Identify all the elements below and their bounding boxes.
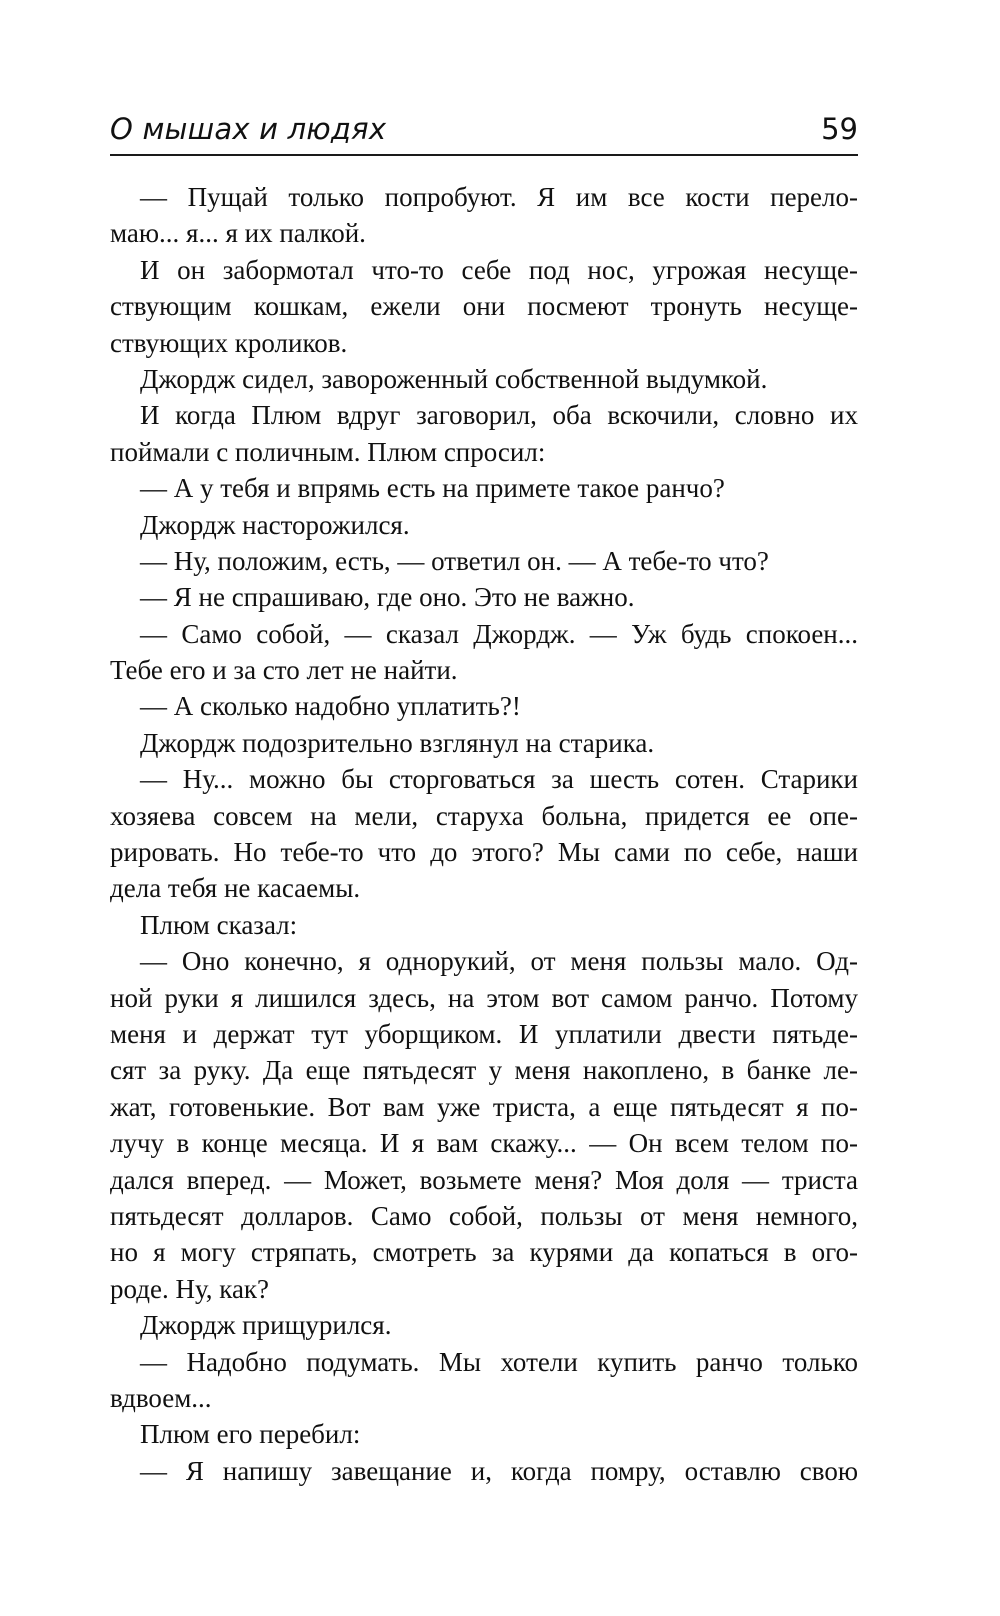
text-line: маю... я... я их палкой.: [110, 218, 366, 249]
text-line: — Само собой, — сказал Джордж. — Уж будь спокоен...: [140, 618, 858, 649]
text-line: ствующим кошкам, ежели они посмеют тронуть несуще-: [110, 291, 858, 322]
text-line: — Надобно подумать. Мы хотели купить ранчо только: [140, 1346, 858, 1377]
text-line: жат, готовенькие. Вот вам уже триста, а еще пятьдесят я по-: [110, 1091, 858, 1122]
text-line: — А сколько надобно уплатить?!: [140, 691, 521, 722]
text-line: лучу в конце месяца. И я вам скажу... — Он всем телом по-: [110, 1128, 858, 1159]
text-line: ной руки я лишился здесь, на этом вот самом ранчо. Потому: [110, 982, 858, 1013]
text-line: пятьдесят долларов. Само собой, пользы от меня немного,: [110, 1200, 858, 1231]
text-line: роде. Ну, как?: [110, 1273, 270, 1304]
text-line: поймали с поличным. Плюм спросил:: [110, 436, 546, 467]
text-line: Плюм сказал:: [140, 909, 298, 940]
text-line: Джордж подозрительно взглянул на старика.: [140, 727, 655, 758]
text-line: — Ну... можно бы сторговаться за шесть сотен. Старики: [140, 764, 858, 795]
text-line: Тебе его и за сто лет не найти.: [110, 655, 458, 686]
text-line: ствующих кроликов.: [110, 327, 348, 358]
text-line: дела тебя не касаемы.: [110, 873, 361, 904]
text-line: вдвоем...: [110, 1382, 212, 1413]
page-number: 59: [821, 112, 858, 146]
running-head: [110, 106, 858, 156]
text-line: меня и держат тут уборщиком. И уплатили двести пятьде-: [110, 1018, 858, 1049]
text-line: хозяева совсем на мели, старуха больна, придется ее опе-: [110, 800, 858, 831]
text-line: сят за руку. Да еще пятьдесят у меня накоплено, в банке ле-: [110, 1055, 858, 1086]
text-line: И когда Плюм вдруг заговорил, оба вскочили, словно их: [140, 400, 858, 431]
text-line: Джордж прищурился.: [140, 1310, 392, 1341]
text-line: Плюм его перебил:: [140, 1419, 361, 1450]
text-line: — Ну, положим, есть, — ответил он. — А тебе-то что?: [140, 545, 769, 576]
book-title: О мышах и людях: [110, 112, 387, 146]
text-line: — А у тебя и впрямь есть на примете такое ранчо?: [140, 473, 725, 504]
text-line: — Я не спрашиваю, где оно. Это не важно.: [140, 582, 635, 613]
text-line: — Я напишу завещание и, когда помру, оставлю свою: [140, 1455, 858, 1486]
text-line: — Пущай только попробуют. Я им все кости перело-: [140, 182, 858, 212]
text-line: но я могу стряпать, смотреть за курями да копаться в ого-: [110, 1237, 858, 1268]
text-line: рировать. Но тебе-то что до этого? Мы сами по себе, наши: [110, 837, 858, 868]
text-line: — Оно конечно, я однорукий, от меня пользы мало. Од-: [140, 946, 858, 977]
text-line: Джордж насторожился.: [140, 509, 410, 540]
body-text: [110, 179, 858, 1489]
text-line: дался вперед. — Может, возьмете меня? Моя доля — триста: [110, 1164, 858, 1195]
text-line: Джордж сидел, завороженный собственной выдумкой.: [140, 363, 768, 394]
text-line: И он забормотал что-то себе под нос, угрожая несуще-: [140, 254, 858, 285]
